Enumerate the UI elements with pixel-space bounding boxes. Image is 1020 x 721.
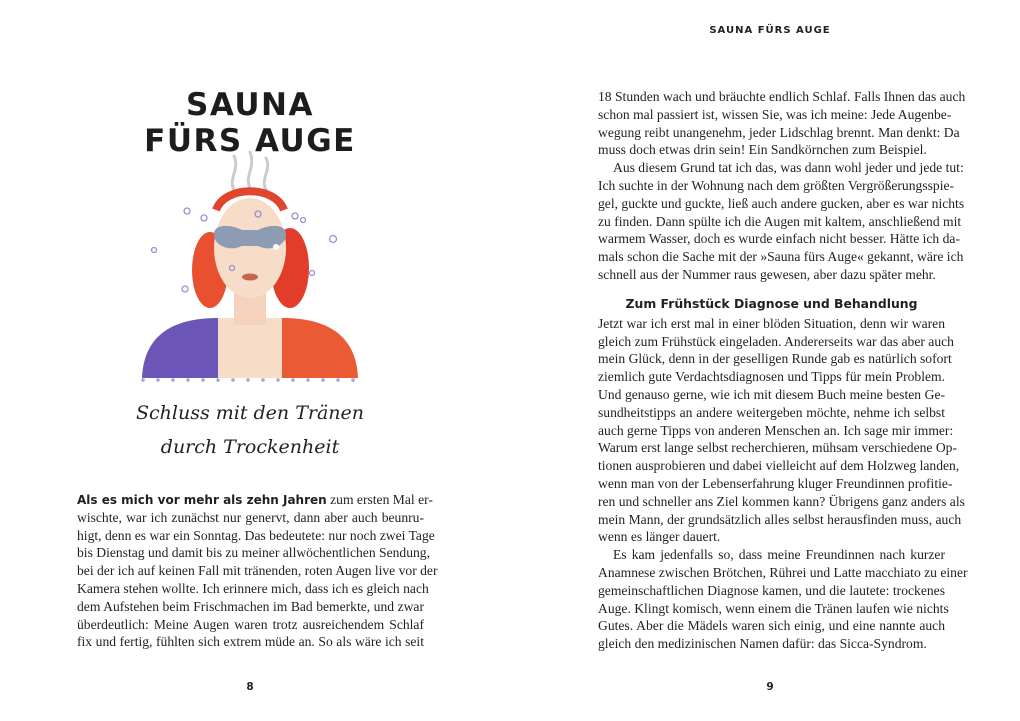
text-line: Jetzt war ich erst mal in einer blöden Situation, denn wir waren [598,315,945,331]
text-span: zum ersten Mal er- [330,492,433,507]
text-line: sundheitstipps an andere weitergeben möchte, nehme ich selbst [598,404,945,420]
text-line: Und genauso gerne, wie ich mit diesem Buch meine besten Ge- [598,386,945,402]
text-line: wegung reibt unangenehm, jeder Lidschlag brennt. Man denkt: Da [598,124,960,140]
text-line: wenn es länger dauert. [598,529,721,545]
running-head: SAUNA FÜRS AUGE [709,25,831,36]
dot-row-icon [141,378,355,382]
title-line: FÜRS AUGE [144,123,356,159]
subtitle-line: Schluss mit den Tränen [136,402,364,424]
chapter-title [100,87,400,159]
text-line: zu finden. Dann spülte ich die Augen mit kaltem, anschließend mit [598,213,962,229]
paragraph [598,315,965,546]
right-page [510,0,1020,721]
text-line: auch gerne Tipps von anderen Menschen an. Ich sage mir immer: [598,422,954,438]
text-line: Anamnese zwischen Brötchen, Rührei und Latte macchiato zu einer [598,564,968,580]
page-number: 8 [246,681,254,693]
steam-icon [232,152,267,190]
text-line: mein Glück, denn in der geselligen Runde gab es natürlich sofort [598,351,952,367]
text-line: 18 Stunden wach und bräuchte endlich Schlaf. Falls Ihnen das auch [598,89,966,104]
lead-in: Als es mich vor mehr als zehn Jahren [77,493,327,507]
text-line: gel, guckte und guckte, ließ auch andere gucken, aber es war nichts [598,195,965,211]
text-line: ziemlich gute Verdachtsdiagnosen und Tipps für mein Problem. [598,369,945,385]
subheading: Zum Frühstück Diagnose und Behandlung [625,295,918,311]
text-line: gleich zum Frühstück eingeladen. Andererseits war das aber auch [598,333,954,349]
text-line: wenn man von der Lebenserfahrung kluger Freundinnen profitie- [598,475,953,491]
chapter-subtitle [100,396,400,464]
paragraph [598,88,966,159]
paragraph [598,546,968,653]
body-text-left [77,491,438,651]
text-line: muss doch etwas drin sein! Ein Sandkörnchen zum Beispiel. [598,142,927,158]
text-line: gemeinschaftlichen Diagnose kamen, und die lautete: trockenes [598,582,945,598]
text-line: Es kam jedenfalls so, dass meine Freundinnen nach kurzer [613,547,945,563]
text-line: Auge. Klingt komisch, wenn einem die Tränen laufen wie nichts [598,600,949,616]
page-number: 9 [766,681,774,693]
text-line: mals schon die Sache mit der »Sauna fürs Auge« gekannt, wäre ich [598,249,964,265]
text-line: higt, denn es war ein Sonntag. Das bedeutete: nur noch zwei Tage [77,527,435,543]
text-line: fix und fertig, fühlten sich extrem müde an. So als wäre ich seit [77,634,424,650]
text-line: bei der ich auf keinen Fall mit tränenden, roten Augen live vor der [77,563,438,579]
text-line: schon mal passiert ist, wissen Sie, was ich meine: Jede Augenbe- [598,106,952,122]
text-line: ren und schneller ans Ziel kommen kann? Übrigens ganz anders als [598,493,965,509]
text-line: wischte, war ich zunächst nur genervt, dann aber auch beunru- [77,509,424,525]
text-line: Aus diesem Grund tat ich das, was dann wohl jeder und jede tut: [613,160,964,176]
text-line: tionen ausprobieren und dabei vielleicht auf dem Holzweg landen, [598,458,960,474]
text-line: Gutes. Aber die Mädels waren sich einig, und eine nannte auch [598,618,945,634]
text-line: mein Mann, der grundsätzlich alles selbst herausfinden muss, auch [598,511,962,527]
subtitle-line: durch Trockenheit [160,436,340,458]
text-line [77,491,433,509]
text-line: überdeutlich: Meine Augen waren trotz ausreichendem Schlaf [77,616,424,632]
text-line: gleich den medizinischen Namen dafür: das Sicca-Syndrom. [598,636,927,652]
body-text-right [598,88,968,653]
text-line: Kamera stehen wollte. Ich erinnere mich, dass ich es gleich nach [77,580,429,596]
text-line: Ich suchte in der Wohnung nach dem größten Vergrößerungsspie- [598,177,955,193]
text-line: warmem Wasser, doch es wurde einfach nicht besser. Hätte ich da- [598,231,960,247]
woman-with-eye-mask-illustration [130,150,370,390]
title-line: SAUNA [186,87,314,123]
text-line: dem Aufstehen beim Frischmachen im Bad bemerkte, und zwar [77,598,424,614]
paragraph [598,159,965,284]
text-line: bis Dienstag und damit bis zu meiner allwöchentlichen Sendung, [77,545,430,561]
text-line: schnell aus der Nummer raus gewesen, aber dazu später mehr. [598,266,936,282]
text-line: Warum erst lange selbst recherchieren, mühsam verschiedene Op- [598,440,957,456]
